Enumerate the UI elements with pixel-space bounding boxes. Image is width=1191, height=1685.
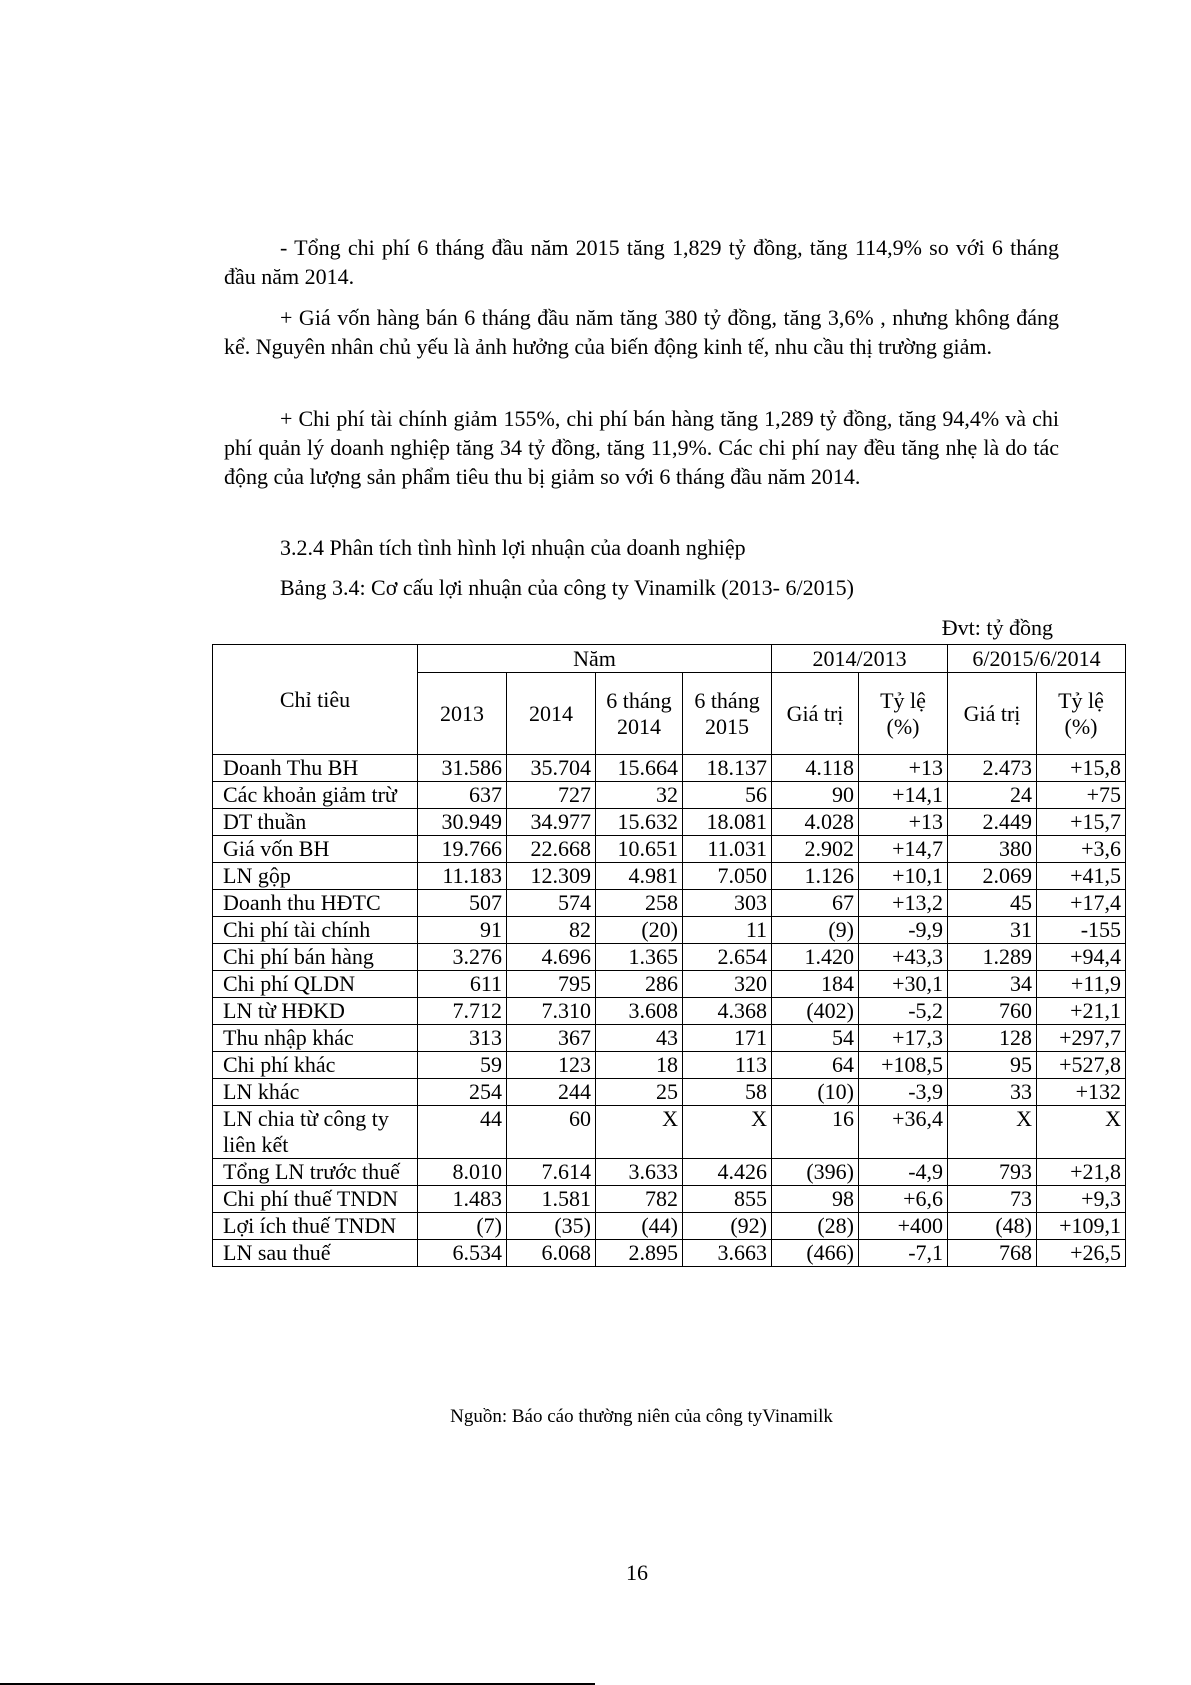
- cell-value: +26,5: [1037, 1240, 1126, 1267]
- table-row: [213, 917, 1126, 944]
- table-row: [213, 1240, 1126, 1267]
- cell-value: +3,6: [1037, 836, 1126, 863]
- cell-value: 43: [596, 1025, 683, 1052]
- cell-value: +108,5: [859, 1052, 948, 1079]
- row-label: LN chia từ công ty liên kết: [213, 1106, 418, 1159]
- cell-value: 35.704: [507, 755, 596, 782]
- cell-value: 1.126: [772, 863, 859, 890]
- cell-value: 64: [772, 1052, 859, 1079]
- cell-value: 123: [507, 1052, 596, 1079]
- cell-value: (7): [418, 1213, 507, 1240]
- cell-value: 3.276: [418, 944, 507, 971]
- cell-value: +41,5: [1037, 863, 1126, 890]
- cell-value: 320: [683, 971, 772, 998]
- cell-value: +15,8: [1037, 755, 1126, 782]
- row-label: Các khoản giảm trừ: [213, 782, 418, 809]
- cell-value: 4.981: [596, 863, 683, 890]
- cell-value: +13,2: [859, 890, 948, 917]
- cell-value: 67: [772, 890, 859, 917]
- cell-value: 34: [948, 971, 1037, 998]
- cell-value: 244: [507, 1079, 596, 1106]
- row-label: Thu nhập khác: [213, 1025, 418, 1052]
- cell-value: 95: [948, 1052, 1037, 1079]
- cell-value: 258: [596, 890, 683, 917]
- cell-value: X: [683, 1106, 772, 1159]
- unit-label: Đvt: tỷ đồng: [941, 615, 1053, 640]
- cell-value: 22.668: [507, 836, 596, 863]
- cell-value: 7.050: [683, 863, 772, 890]
- cell-value: 313: [418, 1025, 507, 1052]
- cell-value: 31.586: [418, 755, 507, 782]
- cell-value: 32: [596, 782, 683, 809]
- table-row: [213, 1052, 1126, 1079]
- row-label: LN sau thuế: [213, 1240, 418, 1267]
- cell-value: +11,9: [1037, 971, 1126, 998]
- cell-value: +17,3: [859, 1025, 948, 1052]
- cell-value: 507: [418, 890, 507, 917]
- header-nam: Năm: [418, 645, 772, 673]
- row-label: Chi phí tài chính: [213, 917, 418, 944]
- cell-value: 25: [596, 1079, 683, 1106]
- cell-value: 30.949: [418, 809, 507, 836]
- cell-value: (35): [507, 1213, 596, 1240]
- cell-value: 11: [683, 917, 772, 944]
- cell-value: 254: [418, 1079, 507, 1106]
- table-caption: Bảng 3.4: Cơ cấu lợi nhuận của công ty Vinamilk (2013- 6/2015): [280, 575, 854, 600]
- table-row: [213, 1213, 1126, 1240]
- cell-value: 90: [772, 782, 859, 809]
- cell-value: -4,9: [859, 1159, 948, 1186]
- cell-value: 4.368: [683, 998, 772, 1025]
- cell-value: 4.118: [772, 755, 859, 782]
- cell-value: 98: [772, 1186, 859, 1213]
- table-row: [213, 944, 1126, 971]
- cell-value: 18.137: [683, 755, 772, 782]
- cell-value: (9): [772, 917, 859, 944]
- row-label: Giá vốn BH: [213, 836, 418, 863]
- table-row: [213, 1079, 1126, 1106]
- cell-value: 4.696: [507, 944, 596, 971]
- cell-value: +9,3: [1037, 1186, 1126, 1213]
- cell-value: 59: [418, 1052, 507, 1079]
- cell-value: 768: [948, 1240, 1037, 1267]
- cell-value: 6.068: [507, 1240, 596, 1267]
- row-label: Chi phí khác: [213, 1052, 418, 1079]
- header-col: Tỷ lệ (%): [859, 673, 948, 755]
- table-row: [213, 971, 1126, 998]
- cell-value: 24: [948, 782, 1037, 809]
- cell-value: +21,8: [1037, 1159, 1126, 1186]
- cell-value: +13: [859, 755, 948, 782]
- header-col: Tỷ lệ (%): [1037, 673, 1126, 755]
- paragraph-cogs: + Giá vốn hàng bán 6 tháng đầu năm tăng 380 tỷ đồng, tăng 3,6% , nhưng không đáng kể. Nguyên nhân chủ yếu là ảnh hưởng của biến động kinh tế, nhu cầu thị trường giảm.: [224, 305, 1059, 359]
- cell-value: +527,8: [1037, 1052, 1126, 1079]
- cell-value: 4.426: [683, 1159, 772, 1186]
- cell-value: +400: [859, 1213, 948, 1240]
- cell-value: +75: [1037, 782, 1126, 809]
- cell-value: 18: [596, 1052, 683, 1079]
- cell-value: 4.028: [772, 809, 859, 836]
- section-heading: 3.2.4 Phân tích tình hình lợi nhuận của doanh nghiệp: [280, 535, 746, 560]
- cell-value: (402): [772, 998, 859, 1025]
- header-col: 6 tháng 2014: [596, 673, 683, 755]
- cell-value: 33: [948, 1079, 1037, 1106]
- table-row: [213, 755, 1126, 782]
- row-label: LN từ HĐKD: [213, 998, 418, 1025]
- cell-value: X: [596, 1106, 683, 1159]
- cell-value: 3.633: [596, 1159, 683, 1186]
- cell-value: 8.010: [418, 1159, 507, 1186]
- cell-value: 31: [948, 917, 1037, 944]
- cell-value: 34.977: [507, 809, 596, 836]
- cell-value: 7.310: [507, 998, 596, 1025]
- cell-value: 10.651: [596, 836, 683, 863]
- cell-value: -3,9: [859, 1079, 948, 1106]
- row-label: Chi phí QLDN: [213, 971, 418, 998]
- cell-value: X: [948, 1106, 1037, 1159]
- cell-value: +17,4: [1037, 890, 1126, 917]
- cell-value: 2.654: [683, 944, 772, 971]
- header-6-2015-6-2014: 6/2015/6/2014: [948, 645, 1126, 673]
- cell-value: 1.365: [596, 944, 683, 971]
- profit-structure-table: [212, 644, 1126, 1267]
- cell-value: 1.289: [948, 944, 1037, 971]
- cell-value: 2.449: [948, 809, 1037, 836]
- cell-value: 113: [683, 1052, 772, 1079]
- cell-value: +109,1: [1037, 1213, 1126, 1240]
- cell-value: 44: [418, 1106, 507, 1159]
- cell-value: 760: [948, 998, 1037, 1025]
- table-row: [213, 782, 1126, 809]
- cell-value: (92): [683, 1213, 772, 1240]
- cell-value: 611: [418, 971, 507, 998]
- cell-value: 56: [683, 782, 772, 809]
- cell-value: +36,4: [859, 1106, 948, 1159]
- source-note: Nguồn: Báo cáo thường niên của công tyVinamilk: [450, 1406, 833, 1427]
- row-label: Chi phí thuế TNDN: [213, 1186, 418, 1213]
- cell-value: 184: [772, 971, 859, 998]
- header-col: 2013: [418, 673, 507, 755]
- cell-value: 2.902: [772, 836, 859, 863]
- paragraph-expenses: + Chi phí tài chính giảm 155%, chi phí bán hàng tăng 1,289 tỷ đồng, tăng 94,4% và chi phí quản lý doanh nghiệp tăng 34 tỷ đồng, tăng 11,9%. Các chi phí nay đều tăng nhẹ là do tác động của lượng sản phẩm tiêu thu bị giảm so với 6 tháng đầu năm 2014.: [224, 406, 1059, 489]
- cell-value: +21,1: [1037, 998, 1126, 1025]
- cell-value: 82: [507, 917, 596, 944]
- cell-value: 782: [596, 1186, 683, 1213]
- cell-value: +14,7: [859, 836, 948, 863]
- cell-value: 2.069: [948, 863, 1037, 890]
- cell-value: 793: [948, 1159, 1037, 1186]
- cell-value: 2.895: [596, 1240, 683, 1267]
- cell-value: 574: [507, 890, 596, 917]
- cell-value: 637: [418, 782, 507, 809]
- cell-value: 6.534: [418, 1240, 507, 1267]
- page-number: 16: [626, 1560, 648, 1585]
- cell-value: +14,1: [859, 782, 948, 809]
- table-row: [213, 1159, 1126, 1186]
- cell-value: (28): [772, 1213, 859, 1240]
- cell-value: -7,1: [859, 1240, 948, 1267]
- cell-value: 1.420: [772, 944, 859, 971]
- cell-value: 7.614: [507, 1159, 596, 1186]
- cell-value: 60: [507, 1106, 596, 1159]
- cell-value: 12.309: [507, 863, 596, 890]
- cell-value: 380: [948, 836, 1037, 863]
- table-row: [213, 863, 1126, 890]
- cell-value: 795: [507, 971, 596, 998]
- table-row: [213, 890, 1126, 917]
- header-col: 2014: [507, 673, 596, 755]
- cell-value: 73: [948, 1186, 1037, 1213]
- cell-value: 855: [683, 1186, 772, 1213]
- table-row: [213, 1186, 1126, 1213]
- cell-value: (20): [596, 917, 683, 944]
- cell-value: (466): [772, 1240, 859, 1267]
- cell-value: +6,6: [859, 1186, 948, 1213]
- row-label: LN gộp: [213, 863, 418, 890]
- cell-value: +297,7: [1037, 1025, 1126, 1052]
- cell-value: 3.663: [683, 1240, 772, 1267]
- cell-value: 303: [683, 890, 772, 917]
- table-row: [213, 1106, 1126, 1159]
- table-row: [213, 998, 1126, 1025]
- cell-value: 128: [948, 1025, 1037, 1052]
- table-row: [213, 836, 1126, 863]
- row-label: Tổng LN trước thuế: [213, 1159, 418, 1186]
- cell-value: +10,1: [859, 863, 948, 890]
- cell-value: 58: [683, 1079, 772, 1106]
- table-row: [213, 1025, 1126, 1052]
- cell-value: 286: [596, 971, 683, 998]
- cell-value: +13: [859, 809, 948, 836]
- cell-value: (396): [772, 1159, 859, 1186]
- cell-value: 19.766: [418, 836, 507, 863]
- row-label: DT thuần: [213, 809, 418, 836]
- cell-value: 11.031: [683, 836, 772, 863]
- cell-value: +15,7: [1037, 809, 1126, 836]
- row-label: Doanh thu HĐTC: [213, 890, 418, 917]
- cell-value: 367: [507, 1025, 596, 1052]
- cell-value: -155: [1037, 917, 1126, 944]
- header-chi-tieu: Chỉ tiêu: [213, 645, 418, 755]
- cell-value: 11.183: [418, 863, 507, 890]
- cell-value: 15.664: [596, 755, 683, 782]
- cell-value: 1.581: [507, 1186, 596, 1213]
- paragraph-total-costs: - Tổng chi phí 6 tháng đầu năm 2015 tăng 1,829 tỷ đồng, tăng 114,9% so với 6 tháng đầu năm 2014.: [224, 235, 1059, 289]
- cell-value: X: [1037, 1106, 1126, 1159]
- cell-value: 45: [948, 890, 1037, 917]
- cell-value: +132: [1037, 1079, 1126, 1106]
- row-label: Chi phí bán hàng: [213, 944, 418, 971]
- cell-value: +94,4: [1037, 944, 1126, 971]
- row-label: Doanh Thu BH: [213, 755, 418, 782]
- header-col: Giá trị: [772, 673, 859, 755]
- cell-value: (44): [596, 1213, 683, 1240]
- cell-value: +43,3: [859, 944, 948, 971]
- cell-value: (10): [772, 1079, 859, 1106]
- row-label: LN khác: [213, 1079, 418, 1106]
- header-2014-2013: 2014/2013: [772, 645, 948, 673]
- cell-value: -9,9: [859, 917, 948, 944]
- cell-value: 18.081: [683, 809, 772, 836]
- cell-value: 3.608: [596, 998, 683, 1025]
- cell-value: 7.712: [418, 998, 507, 1025]
- cell-value: -5,2: [859, 998, 948, 1025]
- table-row: [213, 809, 1126, 836]
- cell-value: 91: [418, 917, 507, 944]
- header-col: 6 tháng 2015: [683, 673, 772, 755]
- cell-value: 54: [772, 1025, 859, 1052]
- cell-value: 15.632: [596, 809, 683, 836]
- cell-value: (48): [948, 1213, 1037, 1240]
- row-label: Lợi ích thuế TNDN: [213, 1213, 418, 1240]
- cell-value: +30,1: [859, 971, 948, 998]
- cell-value: 727: [507, 782, 596, 809]
- header-col: Giá trị: [948, 673, 1037, 755]
- cell-value: 2.473: [948, 755, 1037, 782]
- cell-value: 16: [772, 1106, 859, 1159]
- cell-value: 1.483: [418, 1186, 507, 1213]
- cell-value: 171: [683, 1025, 772, 1052]
